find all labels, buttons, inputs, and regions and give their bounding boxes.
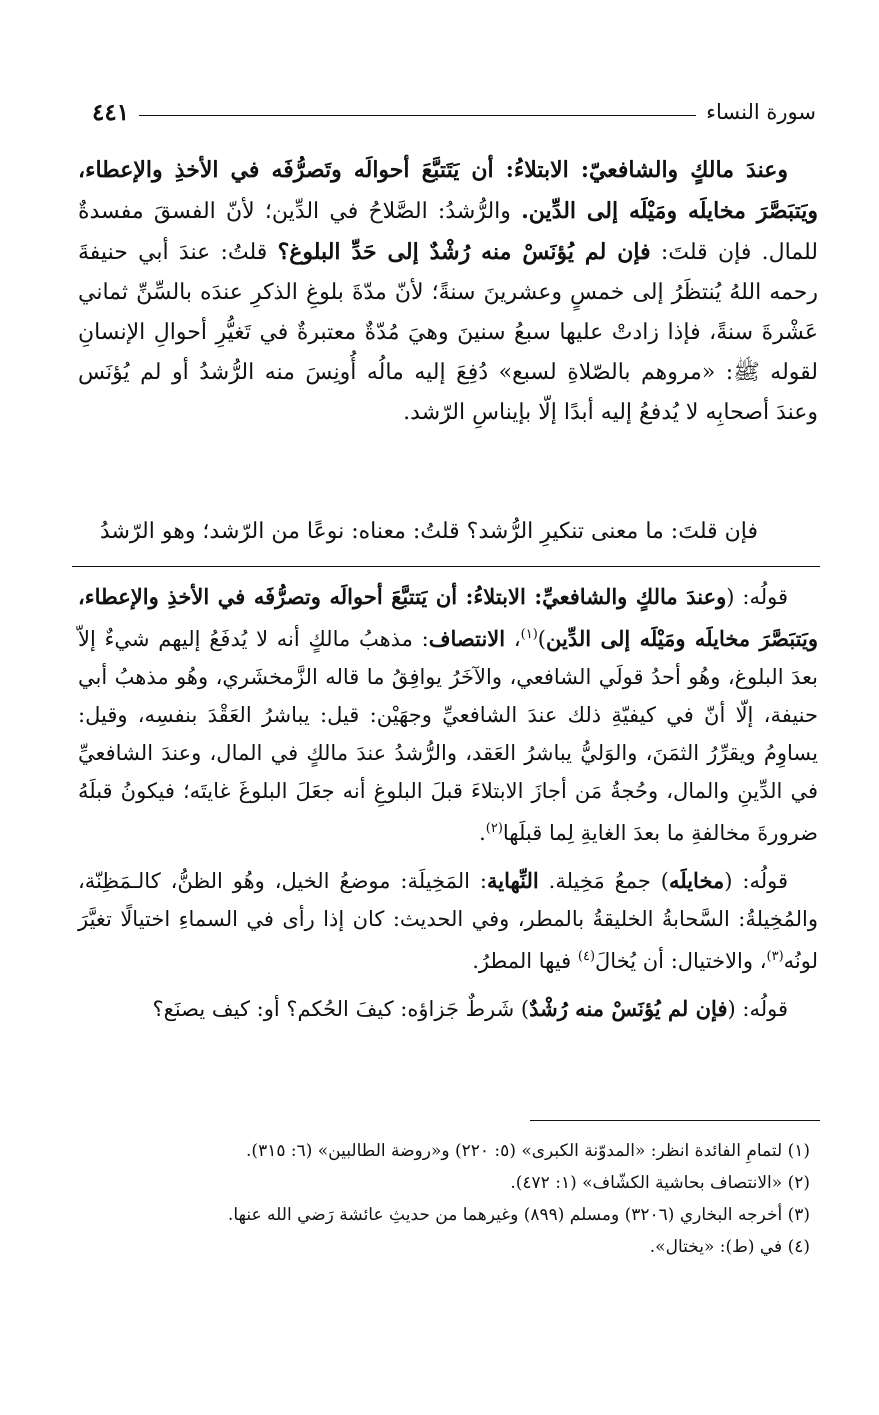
commentary-bold: وعندَ مالكٍ والشافعيِّ: الابتلاءُ: أن يَتتبَّعَ أحوالَه وتصرُّفَه في الأخذِ والإعطاء، ويَتبَصَّرَ مخايلَه ومَيْلَه إلى الدِّين <box>78 584 818 651</box>
page-header <box>92 92 816 132</box>
footnote-rule <box>530 1120 820 1121</box>
footnote-ref-4: (٤) <box>577 949 596 964</box>
main-text-segment: والرُّشدُ: الصَّلاحُ في الدِّين؛ لأنّ الفسقَ مفسدةٌ للمال. فإن قلتَ: <box>78 199 818 265</box>
footnote-3: (٣) أخرجه البخاري (٣٢٠٦) ومسلم (٨٩٩) وغيرهما من حديثِ عائشة رَضي الله عنها. <box>227 1205 810 1225</box>
commentary-end: فيها المطرُ. <box>472 949 578 973</box>
footnote-ref-3: (٣) <box>766 949 784 964</box>
main-bold-quote: وعندَ مالكٍ والشافعيّ: الابتلاءُ: أن يَتَتبَّعَ أحوالَه وتَصرُّفَه في الأخذِ والإعطاء، ويَتبَصَّرَ مخايلَه ومَيْلَه إلى الدِّين. <box>78 157 819 224</box>
commentary-lead: قولُه: ( <box>727 997 788 1021</box>
commentary-close: ) <box>537 627 546 651</box>
commentary <box>78 578 818 1038</box>
commentary-sep: ، <box>505 627 521 651</box>
main-paragraph <box>78 150 818 433</box>
header-rule <box>139 115 696 116</box>
commentary-paragraph-3 <box>78 990 818 1028</box>
footnotes <box>78 1135 818 1263</box>
commentary-lead: قولُه: ( <box>724 869 788 893</box>
footnote-ref-1: (١) <box>520 627 538 642</box>
section-divider <box>72 566 820 567</box>
commentary-source-label: النِّهاية <box>486 868 539 893</box>
commentary-end: . <box>479 821 486 845</box>
footnote-2: (٢) «الانتصاف بحاشية الكشّاف» (١: ٤٧٢). <box>510 1173 810 1193</box>
main-text <box>78 150 818 433</box>
footnote-ref-2: (٢) <box>485 821 503 836</box>
commentary-bold: مخايلَه <box>669 868 725 893</box>
commentary-text: ) شَرطٌ جَزاؤه: كيفَ الحُكم؟ أو: كيف يصنَع؟ <box>152 997 530 1021</box>
commentary-text: : مذهبُ مالكٍ أنه لا يُدفَعُ إليهم شيءٌ إلاّ بعدَ البلوغ، وهُو أحدُ قولَي الشافعي، والآخَرُ يوافِقُ ما قاله الزَّمخشَري، وهُو مذهبُ أبي حنيفة، إلّا أنّ في كيفيّةِ ذلك عندَ الشافعيِّ وجهَيْن: قيل: يباشرُ العَقْدَ بنفسِه، وقيل: يساوِمُ ويقرِّرُ الثمَنَ، والوَليُّ يباشرُ العَقد، والرُّشدُ عندَ مالكٍ في المال، وعندَ الشافعيِّ في الدِّينِ والمال، وحُجةُ مَن أجازَ الابتلاءَ قبلَ البلوغِ أنه جعَلَ البلوغَ غايتَه؛ فيكونُ قبلَهُ ضرورةَ مخالفةِ ما بعدَ الغايةِ لِما قبلَها <box>78 627 818 845</box>
main-text-segment-2: قلتُ: عندَ أبي حنيفةَ رحمه اللهُ يُنتظَرُ إلى خمسٍ وعشرينَ سنةً؛ لأنّ مدّةَ بلوغِ الذكرِ عندَه بالسِّنِّ ثماني عَشْرةَ سنةً، فإذا زادتْ عليها سبعُ سنينَ وهيَ مُدّةٌ معتبرةٌ في تَغيُّرِ أحوالِ الإنسانِ لقوله ﷺ: «مروهم بالصّلاةِ لسبع» دُفِعَ إليه مالُه أُونِسَ منه الرُّشدُ أو لم يُؤنَس وعندَ أصحابِه لا يُدفعُ إليه أبدًا إلّا بإيناسِ الرّشد. <box>78 240 818 425</box>
main-bold-question: فإن لم يُؤنَسْ منه رُشْدٌ إلى حَدِّ البلوغ؟ <box>277 239 651 265</box>
commentary-paragraph-2 <box>78 862 818 980</box>
commentary-text: ) جمعُ مَخِيلة. <box>538 869 669 893</box>
footnote-1: (١) لتمامِ الفائدة انظر: «المدوّنة الكبرى» (٥: ٢٢٠) و«روضة الطالبين» (٦: ٣١٥). <box>246 1141 810 1161</box>
footnote-4: (٤) في (ط): «يختال». <box>649 1237 810 1257</box>
commentary-bold: فإن لم يُؤنَسْ منه رُشْدٌ <box>529 996 728 1021</box>
commentary-text: ، والاختيال: أن يُخالَ <box>595 949 767 973</box>
commentary-lead: قولُه: ( <box>726 585 789 609</box>
main-question: فإن قلتَ: ما معنى تنكيرِ الرُّشد؟ قلتُ: معناه: نوعًا من الرّشد؛ وهو الرّشدُ <box>99 519 758 544</box>
commentary-source-label: الانتصاف <box>428 626 506 651</box>
commentary-paragraph-1 <box>78 578 818 852</box>
surah-title: سورة النساء <box>706 100 816 124</box>
commentary-text: : المَخِيلَة: موضعُ الخيل، وهُو الظنُّ، كالـمَظِنّة، والمُخِيلةُ: السَّحابةُ الخليقةُ بالمطر، وفي الحديث: كان إذا رأى في السماءِ اختيالًا تغيَّرَ لونُه <box>78 869 818 973</box>
page-number: ٤٤١ <box>92 98 130 126</box>
